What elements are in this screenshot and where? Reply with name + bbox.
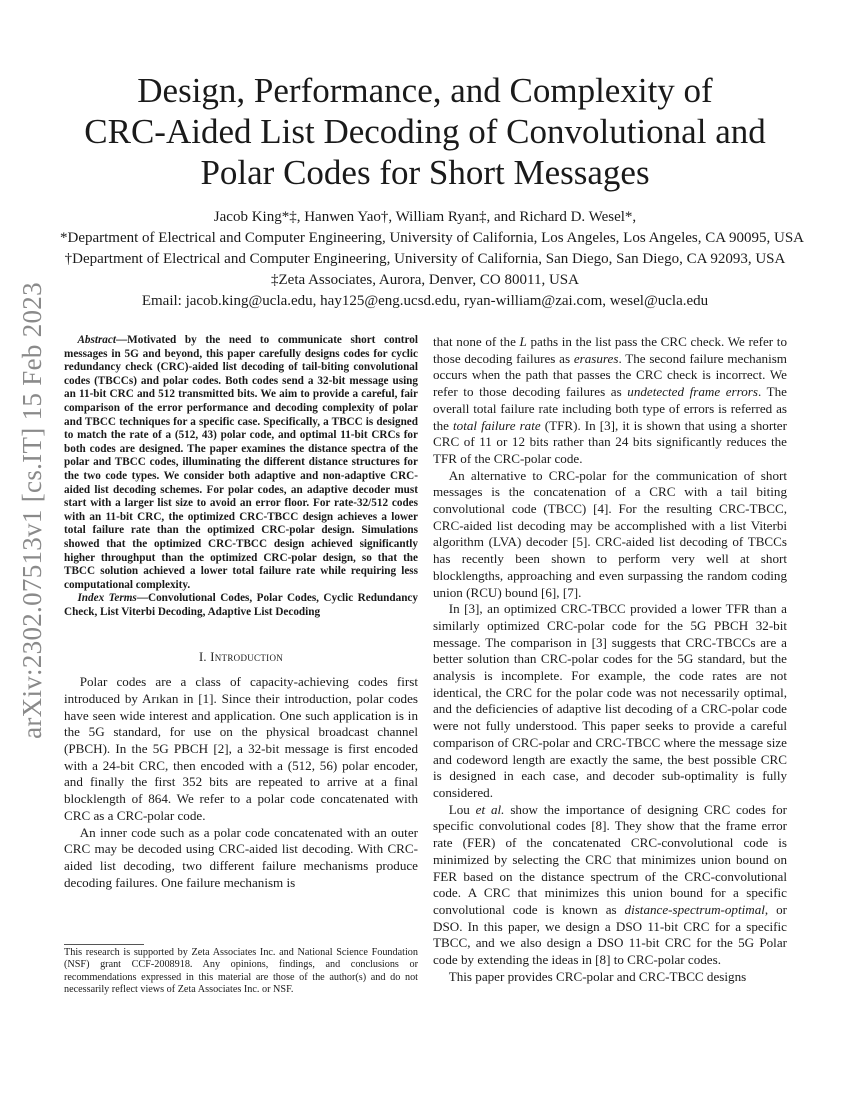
affiliation-zeta: ‡Zeta Associates, Aurora, Denver, CO 80011, USA: [271, 272, 579, 288]
title-line-1: Design, Performance, and Complexity of: [137, 71, 713, 110]
title-line-2: CRC-Aided List Decoding of Convolutional and: [84, 112, 766, 151]
author-block: [60, 207, 805, 312]
right-paragraph-3: In [3], an optimized CRC-TBCC provided a lower TFR than a similarly optimized CRC-polar code for the 5G PBCH 32-bit message. The comparison in [3] suggests that CRC-TBCCs are a better solution than CRC-polar codes for the 5G standard, but the analysis is incomplete. For example, the code rates are not identical, the CRC for the polar code was not necessarily optimal, and the deficiencies of adaptive list decoding of a CRC-polar code were not fully understood. This paper seeks to provide a careful comparison of CRC-polar and CRC-TBCC where the message size and codeword length are exactly the same, the best possible CRC is designed in each case, and decoder sub-optimality is fully considered.: [433, 601, 787, 800]
right-paragraph-2: An alternative to CRC-polar for the communication of short messages is the concatenation of a CRC with a tail biting convolutional code (TBCC) [4]. For the resulting CRC-TBCC, CRC-aided list decoding may be accomplished with a list Viterbi algorithm (LVA) decoder [5]. CRC-aided list decoding of TBCCs has recently been shown to perform very well at short blocklengths, approaching and even surpassing the random coding union (RCU) bound [6], [7].: [433, 467, 787, 600]
abstract: [64, 334, 418, 592]
intro-paragraph-2: An inner code such as a polar code concatenated with an outer CRC may be decoded using CRC-aided list decoding. With CRC-aided list decoding, two different failure mechanisms produce decoding failures. One failure mechanism is: [64, 824, 418, 890]
section-heading-introduction: I. Introduction: [198, 650, 284, 665]
author-names: Jacob King*‡, Hanwen Yao†, William Ryan‡, and Richard D. Wesel*,: [213, 209, 637, 225]
right-paragraph-5: This paper provides CRC-polar and CRC-TBCC designs: [448, 968, 747, 984]
index-terms: [64, 592, 418, 619]
paper-title: [60, 70, 790, 193]
abstract-text: —Motivated by the need to communicate short control messages in 5G and beyond, this paper carefully designs codes for cyclic redundancy check (CRC)-aided list decoding of tail-biting convolutional codes (TBCCs) and polar codes. Both codes send a 32-bit message using an 11-bit CRC and 512 transmitted bits. We aim to provide a careful, fair comparison of the error performance and decoding complexity of polar and TBCC techniques for a specific case. Specifically, a TBCC is designed to match the rate of a (512, 43) polar code, and optimal 11-bit CRCs for both codes are designed. The paper examines the distance spectra of the polar and TBCC codes, illuminating the different distance structures for the two code types. We consider both adaptive and non-adaptive CRC-aided list decoding schemes. For polar codes, an adaptive decoder must start with a larger list size to avoid an error floor. For rate-32/512 codes with an 11-bit CRC, the optimized CRC-TBCC design achieves a lower total failure rate than the optimized CRC-polar design. Simulations showed that the optimized CRC-TBCC design achieved significantly higher throughput than the optimized CRC-polar design, so that the TBCC solution achieved a lower total failure rate while requiring less computational complexity.: [64, 334, 418, 591]
right-paragraph-4: Lou et al. show the importance of designing CRC codes for specific convolutional codes [8]. They show that the frame error rate (FER) of the concatenated CRC-convolutional code is minimized by selecting the CRC that minimizes union bound on FER based on the distance spectrum of the CRC-convolutional code. A CRC that minimizes this union bound for a specific convolutional code is known as distance-spectrum-optimal, or DSO. In this paper, we design a DSO 11-bit CRC for a specific TBCC, and we also design a DSO 11-bit CRC for the 5G Polar code by extending the ideas in [8] to CRC-polar codes.: [433, 801, 787, 968]
intro-paragraph-1: Polar codes are a class of capacity-achieving codes first introduced by Arıkan in [1]. Since their introduction, polar codes have seen wide interest and application. One such application is in the 5G standard, for use on the physical broadcast channel (PBCH). In the 5G PBCH [2], a 32-bit message is first encoded with a 24-bit CRC, then encoded with a (512, 56) polar encoder, and finally the first 352 bits are repeated to arrive at a final blocklength of 864. We refer to a polar code concatenated with CRC as a CRC-polar code.: [64, 674, 418, 823]
index-terms-label: Index Terms: [77, 592, 137, 605]
abstract-label: Abstract: [77, 334, 116, 346]
author-emails: Email: jacob.king@ucla.edu, hay125@eng.ucsd.edu, ryan-william@zai.com, wesel@ucla.edu: [141, 293, 709, 309]
affiliation-ucsd: †Department of Electrical and Computer Engineering, University of California, San Diego, San Diego, CA 92093, USA: [64, 251, 786, 267]
title-line-3: Polar Codes for Short Messages: [200, 153, 650, 192]
right-paragraph-1: that none of the L paths in the list pass the CRC check. We refer to those decoding failures as erasures. The second failure mechanism occurs when the path that passes the CRC check is incorrect. We refer to those decoding failures as undetected frame errors. The overall total failure rate including both type of errors is referred as the total failure rate (TFR). In [3], it is shown that using a shorter CRC of 11 or 12 bits rather than 24 bits significantly reduces the TFR of the CRC-polar code.: [433, 334, 787, 466]
affiliation-ucla: *Department of Electrical and Computer Engineering, University of California, Los Angeles, Los Angeles, CA 90095, USA: [60, 230, 805, 246]
footnote-rule: [64, 944, 144, 945]
arxiv-stamp: arXiv:2302.07513v1 [cs.IT] 15 Feb 2023: [16, 281, 47, 739]
index-terms-text: —Convolutional Codes, Polar Codes, Cyclic Redundancy Check, List Viterbi Decoding, Adaptive List Decoding: [64, 592, 418, 618]
right-column: [433, 334, 787, 985]
funding-footnote: This research is supported by Zeta Associates Inc. and National Science Foundation (NSF) grant CCF-2008918. Any opinions, findings, and conclusions or recommendations expressed in this material are those of the author(s) and do not necessarily reflect views of Zeta Associates Inc. or NSF.: [64, 947, 418, 996]
left-column: [64, 334, 418, 891]
